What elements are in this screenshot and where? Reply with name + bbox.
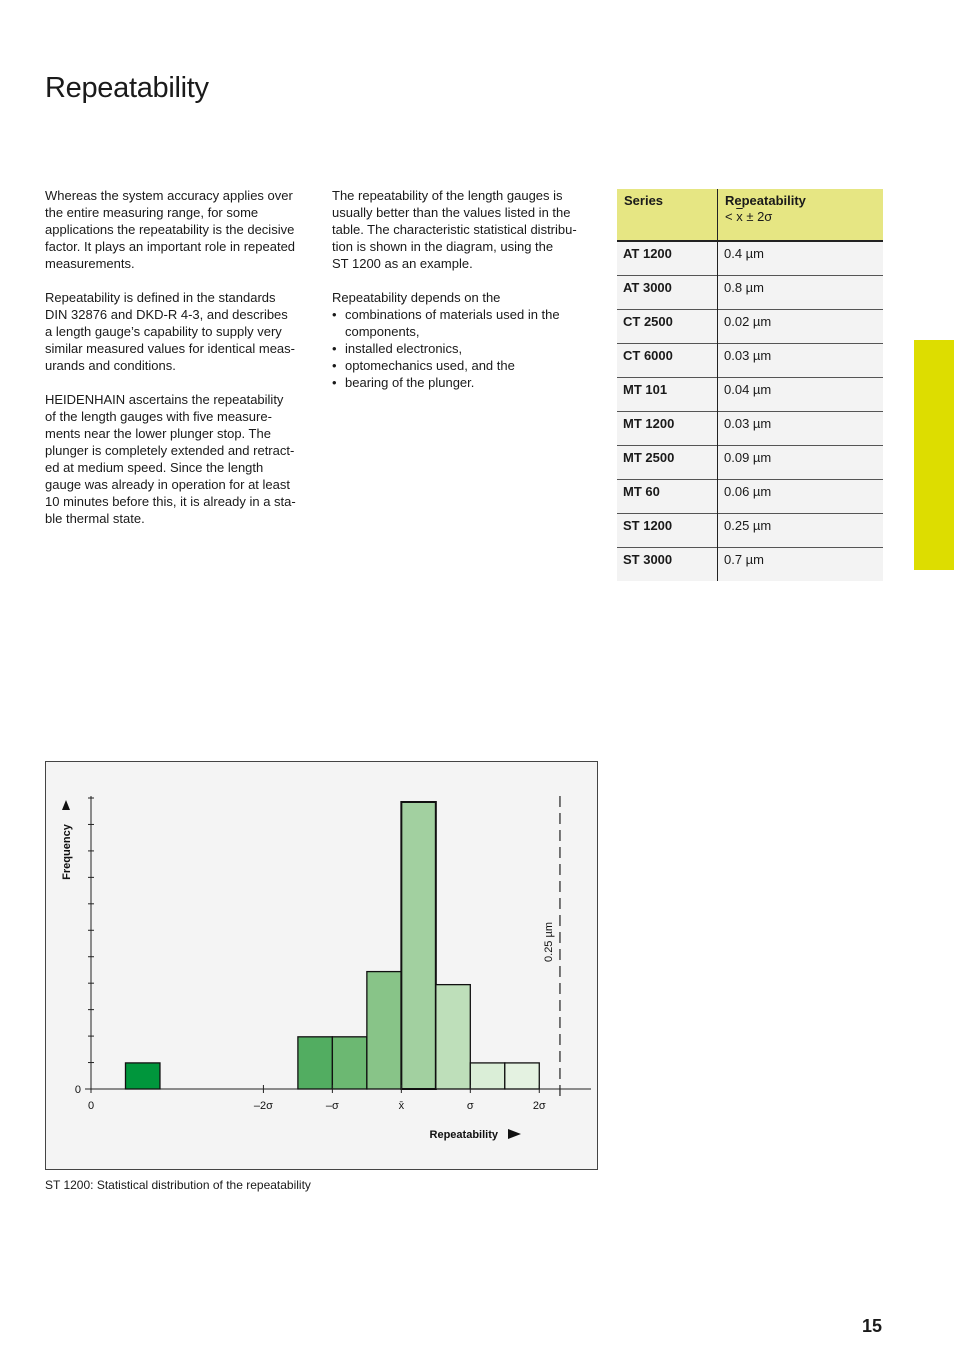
value-cell: 0.8 µm: [718, 276, 884, 310]
table-row: [617, 412, 883, 446]
list-item: • optomechanics used, and the: [332, 357, 594, 374]
value-cell: 0.06 µm: [718, 480, 884, 514]
value-cell: 0.03 µm: [718, 344, 884, 378]
table-row: [617, 548, 883, 582]
paragraph: Whereas the system accuracy applies over the entire measuring range, for some applications the repeatability is the decisive factor. It plays an important role in repeated measurements.: [45, 188, 296, 271]
repeatability-histogram: [45, 761, 598, 1170]
series-cell: MT 101: [617, 378, 718, 412]
histogram-svg: [46, 762, 597, 1169]
histogram-bar: [470, 1063, 504, 1089]
series-cell: ST 1200: [617, 514, 718, 548]
series-cell: MT 60: [617, 480, 718, 514]
y-axis-label: Frequency: [61, 824, 73, 880]
table-row: [617, 276, 883, 310]
series-cell: MT 1200: [617, 412, 718, 446]
list-item: • combinations of materials used in the components,: [332, 306, 594, 340]
value-cell: 0.4 µm: [718, 241, 884, 276]
table-row: [617, 241, 883, 276]
table-row: [617, 378, 883, 412]
detail-column: [332, 187, 594, 391]
y-tick-label: 0: [74, 1084, 81, 1096]
series-cell: AT 3000: [617, 276, 718, 310]
x-axis-arrow-icon: [508, 1129, 521, 1139]
column-header-repeatability: [718, 189, 884, 241]
table-row: [617, 480, 883, 514]
value-cell: 0.03 µm: [718, 412, 884, 446]
paragraph: Repeatability is defined in the standards DIN 32876 and DKD-R 4-3, and describes a length gauge’s capability to supply very similar measured values for identical meas- urands and conditions.: [45, 290, 295, 373]
column-header-label: Repeatability: [725, 193, 806, 208]
histogram-bar: [125, 1063, 159, 1089]
histogram-bar: [436, 985, 470, 1089]
table-row: [617, 344, 883, 378]
span-annotation: 0.25 µm: [542, 922, 555, 962]
x-tick-label: 2σ: [532, 1100, 546, 1112]
intro-column: [45, 187, 313, 544]
histogram-bar: [505, 1063, 539, 1089]
series-cell: AT 1200: [617, 241, 718, 276]
list-item: • bearing of the plunger.: [332, 374, 594, 391]
value-cell: 0.7 µm: [718, 548, 884, 582]
tolerance-prefix: <: [725, 209, 737, 224]
page-number: 15: [862, 1316, 883, 1336]
list-item: • installed electronics,: [332, 340, 594, 357]
paragraph: The repeatability of the length gauges is usually better than the values listed in the table. The characteristic statistical distribu- tion is shown in the diagram, using the ST 1200 as an example.: [332, 188, 577, 271]
series-cell: CT 2500: [617, 310, 718, 344]
paragraph: Repeatability depends on the: [332, 290, 501, 305]
repeatability-table: [617, 189, 883, 581]
mean-symbol: $\overline{x}$: [736, 209, 743, 224]
histogram-bar: [298, 1037, 332, 1089]
y-axis-arrow-icon: [62, 800, 70, 810]
table-header-row: [617, 189, 883, 241]
value-cell: 0.25 µm: [718, 514, 884, 548]
tolerance-suffix: ± 2σ: [742, 209, 773, 224]
histogram-bar: [367, 972, 401, 1089]
series-cell: CT 6000: [617, 344, 718, 378]
table-row: [617, 310, 883, 344]
series-cell: ST 3000: [617, 548, 718, 582]
table-row: [617, 514, 883, 548]
histogram-bar: [401, 802, 435, 1089]
table-row: [617, 446, 883, 480]
x-tick-label: –2σ: [253, 1100, 273, 1112]
value-cell: 0.04 µm: [718, 378, 884, 412]
figure-caption: ST 1200: Statistical distribution of the repeatability: [45, 1178, 311, 1192]
page-title: Repeatability: [45, 72, 209, 104]
column-header-series: Series: [617, 189, 718, 241]
x-tick-label: x̄: [398, 1100, 405, 1112]
value-cell: 0.02 µm: [718, 310, 884, 344]
paragraph: HEIDENHAIN ascertains the repeatability of the length gauges with five measure- ments near the lower plunger stop. The plunger is completely extended and retract- ed at medium speed. Since the length gauge was already in operation for at least 10 minutes before this, it is already in a sta- ble thermal state.: [45, 392, 296, 526]
x-tick-label: 0: [87, 1100, 95, 1112]
dependency-list: [332, 306, 594, 391]
x-tick-label: σ: [466, 1100, 474, 1112]
series-cell: MT 2500: [617, 446, 718, 480]
x-axis-label: Repeatability: [429, 1129, 498, 1141]
value-cell: 0.09 µm: [718, 446, 884, 480]
section-tab-marker: [914, 340, 954, 570]
histogram-bar: [332, 1037, 366, 1089]
x-tick-label: –σ: [325, 1100, 339, 1112]
